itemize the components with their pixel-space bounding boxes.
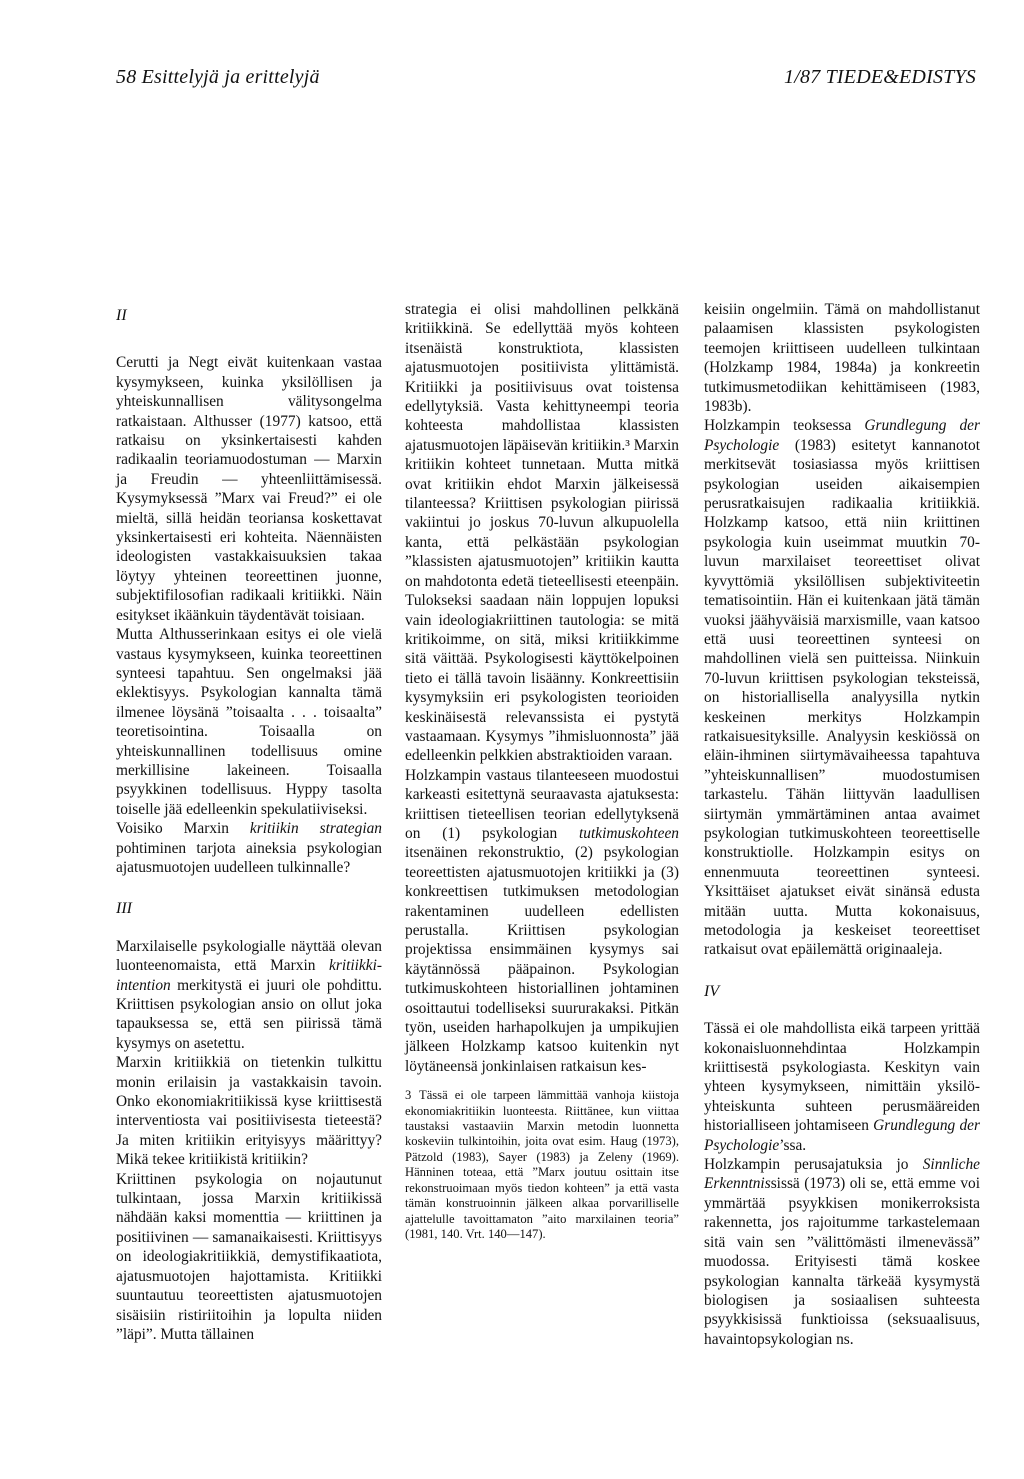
paragraph: Holzkampin teoksessa Grundlegung der Psychologie (1983) esitetyt kannanotot merkitsevät tosiasiassa myös kriittisen psykologian useiden aikaisempien perusratkaisujen radikaalia kritiikkiä. Holzkamp katsoo, että niin kriittinen psykologia kuin useimmat muutkin 70-luvun marxilaiset teoreettiset olivat kyvyttömiä yksilöllisen subjektiviteetin tematisointiin. Hän ei kuitenkaan jätä tämän vuoksi jäähyväisiä marxismille, vaan katsoo että uusi teoreettinen synteesi on mahdollinen vielä sen puitteissa. Niinkuin 70-luvun kriittisen psykologian teksteissä, on historiallisella analyysilla nytkin keskeinen merkitys Holzkampin ratkaisuesityksille. Analyysin keskiössä on eläin-ihminen siirtymävaiheessa tapahtuva ”yhteiskunnallisen” muodostumisen tarkastelu. Tähän liittyvän laadullisen siirtymän ymmärtäminen antaa avaimet psykologian tutkimuskohteen teoreettiselle konstruktiolle. Holzkampin esitys on ennenmuuta teoreettinen synteesi. Yksittäiset ajatukset eivät sinänsä edusta mitään uutta. Mutta kokonaisuus, metodologia ja keskeiset teoreettiset ratkaisut ovat epäilemättä originaaleja. xyxy=(704,417,980,959)
paragraph: Kriittinen psykologia on nojautunut tulkintaan, jossa Marxin kritiikissä nähdään kaksi momenttia — kriittinen ja positiivinen — samanaikaisesti. Kriittisyys on ideologiakritiikkiä, demystifikaatiota, ajatusmuotojen hajottamista. Kritiikki suuntautuu teoreettisten ajatusmuotojen sisäisiin ristiriitoihin ja lopulta niiden ”läpi”. Mutta tällainen xyxy=(116,1170,382,1343)
column-right xyxy=(704,300,980,1349)
paragraph: Holzkampin perusajatuksia jo Sinnliche Erkenntnississä (1973) oli se, että emme voi ymmärtää psyykkisen monikerroksista rakennetta, jos rajoitumme tarkastelemaan sitä vain sen ”välittömästi ilmenevässä” muodossa. Erityisesti tämä koskee psykologian kannalta tärkeää kysymystä biologisen ja sosiaalisen suhteesta psyykkisissä funktioissa (seksuaalisuus, havaintopsykologian ns. xyxy=(704,1156,980,1348)
footnote-text: Tässä ei ole tarpeen lämmittää vanhoja kiistoja ekonomiakritiikin luonteesta. Riittänee, kun viittaa taustaksi vastaaviin Marxin metodin luonnetta koskeviin tulkintoihin, joita ovat esim. Haug (1973), Pätzold (1983), Sayer (1983) ja Zeleny (1969). Hänninen toteaa, että ”Marx joutuu osittain itse rekonstruoimaan myös tiedon kohteen” ja että vasta tämän konstruoinnin jälkeen alkaa porvarilliselle ajattelulle tavoittamaton ”aito marxilainen teoria” (1981, 140. Vrt. 140—147). xyxy=(405,1088,679,1241)
paragraph: Mutta Althusserinkaan esitys ei ole vielä vastaus kysymykseen, kuinka teoreettinen synteesi tapahtuu. Sen ongelmaksi jää eklektisyys. Psykologian kannalta tämä ilmenee löysänä ”toisaalta . . . toisaalta” teoretisointina. Toisaalla on yhteiskunnallinen todellisuus omine merkillisine lakeineen. Toisaalla psyykkinen todellisuus. Hyppy tasolta toiselle jää edelleenkin spekulatiiviseksi. xyxy=(116,626,382,818)
footnote xyxy=(405,1088,679,1242)
paragraph: Marxilaiselle psykologialle näyttää olevan luonteenomaista, että Marxin kritiikki-intention merkitystä ei juuri ole pohdittu. Kriittisen psykologian ansio on ollut joka tapauksessa se, että sen piirissä tämä kysymys on asetettu. xyxy=(116,937,382,1052)
running-header-left: 58 Esittelyjä ja erittelyjä xyxy=(116,66,320,88)
running-header-right: 1/87 TIEDE&EDISTYS xyxy=(784,66,976,88)
paragraph: Tässä ei ole mahdollista eikä tarpeen yrittää kokonaisluonnehdintaa Holzkampin kriittisestä psykologiasta. Keskityn vain yhteen kysymykseen, nimittäin yksilö-yhteiskunta suhteen perusmääreiden historialliseen johtamiseen Grundlegung der Psychologie’ssa. xyxy=(704,1020,980,1154)
paragraph: Cerutti ja Negt eivät kuitenkaan vastaa kysymykseen, kuinka yksilöllisen ja yhteiskunnallisen välitysongelma ratkaistaan. Althusser (1977) katsoo, että ratkaisu on yksinkertaisesti kahden radikaalin teoriamuodostuman — Marxin ja Freudin — yhteenliittämisessä. Kysymyksessä ”Marx vai Freud?” ei ole mieltä, sillä heidän teoriansa koskettavat yksinkertaisesti eri kohteita. Näennäisten ideologisten vastakkaisuuksien takaa löytyy yhteinen teoreettinen juonne, subjektifilosofian radikaali kritiikki. Näin esitykset ikäänkuin täydentävät toisiaan. xyxy=(116,354,382,624)
paragraph: Marxin kritiikkiä on tietenkin tulkittu monin erilaisin ja vastakkaisin tavoin. Onko ekonomiakritiikissä kyse kriittisestä interventiosta vai positiivisesta tieteestä? Ja miten kritiikin erityisyys määrittyy? Mikä tekee kritiikistä kritiikin? xyxy=(116,1054,382,1169)
footnote-number: 3 xyxy=(405,1088,412,1103)
section-heading-ii: II xyxy=(116,307,127,324)
column-left xyxy=(116,300,382,1344)
section-heading-iv: IV xyxy=(704,982,720,1000)
paragraph: keisiin ongelmiin. Tämä on mahdollistanut palaamisen klassisten psykologisten teemojen kriittiseen uudelleen tulkintaan (Holzkamp 1984, 1984a) ja konkreetin tutkimusmetodiikan kehittämiseen (1983, 1983b). xyxy=(704,301,980,416)
paragraph: Holzkampin vastaus tilanteeseen muodostui karkeasti esitettynä seuraavasta ajatuksesta: kriittisen tieteellisen teorian edellytyksenä on (1) psykologian tutkimuskohteen itsenäinen rekonstruktio, (2) psykologian teoreettisten ajatusmuotojen kritiikki ja (3) konkreettisen tutkimuksen metodologian rakentaminen uudelleen edellisten perustalla. Kriittisen psykologian projektissa ensimmäinen kysymys sai käytännössä pääpainon. Psykologian tutkimuskohteen historiallinen johtaminen osoittautui todelliseksi suururakaksi. Pitkän työn, useiden harhapolkujen ja umpikujien jälkeen Holzkamp katsoo kuitenkin nyt löytäneensä jonkinlaisen ratkaisun kes- xyxy=(405,766,679,1075)
paragraph: strategia ei olisi mahdollinen pelkkänä kritiikkinä. Se edellyttää myös kohteen itsenäistä konstruktiota, klassisten ajatusmuotojen positiivista ylittämistä. Kritiikki ja positiivisuus ovat toistensa edellytyksiä. Vasta kehittyneempi teoria kohteesta mahdollistaa klassisten ajatusmuotojen läpäisevän kritiikin.³ Marxin kritiikin kohteet tunnetaan. Mutta mitkä ovat kritiikin ehdot Marxin jälkeisessä tilanteessa? Kriittisen psykologian piirissä vakiintui jo joskus 70-luvun alkupuolella kanta, että pelkästään psykologian ”klassisten ajatusmuotojen” kritiikin kautta on mahdotonta edetä tieteellisesti eteenpäin. Tulokseksi saadaan näin loppujen lopuksi vain ideologiakriittinen tautologia: se mitä kritikoimme, on sitä, miksi kritiikkimme sitä väittää. Psykologisesti käyttökelpoinen tieto ei tällä tavoin lisäänny. Konkreettisiin kysymyksiin eri psykologisten teorioiden keskinäisestä relevanssista ei pystytä vastaamaan. Kysymys ”ihmisluonnosta” jää edelleenkin pelkkien abstraktioiden varaan. xyxy=(405,301,679,765)
section-heading-iii: III xyxy=(116,900,132,918)
paragraph: Voisiko Marxin kritiikin strategian pohtiminen tarjota aineksia psykologian ajatusmuotojen uudelleen tulkinnalle? xyxy=(116,820,382,876)
column-middle xyxy=(405,300,679,1242)
